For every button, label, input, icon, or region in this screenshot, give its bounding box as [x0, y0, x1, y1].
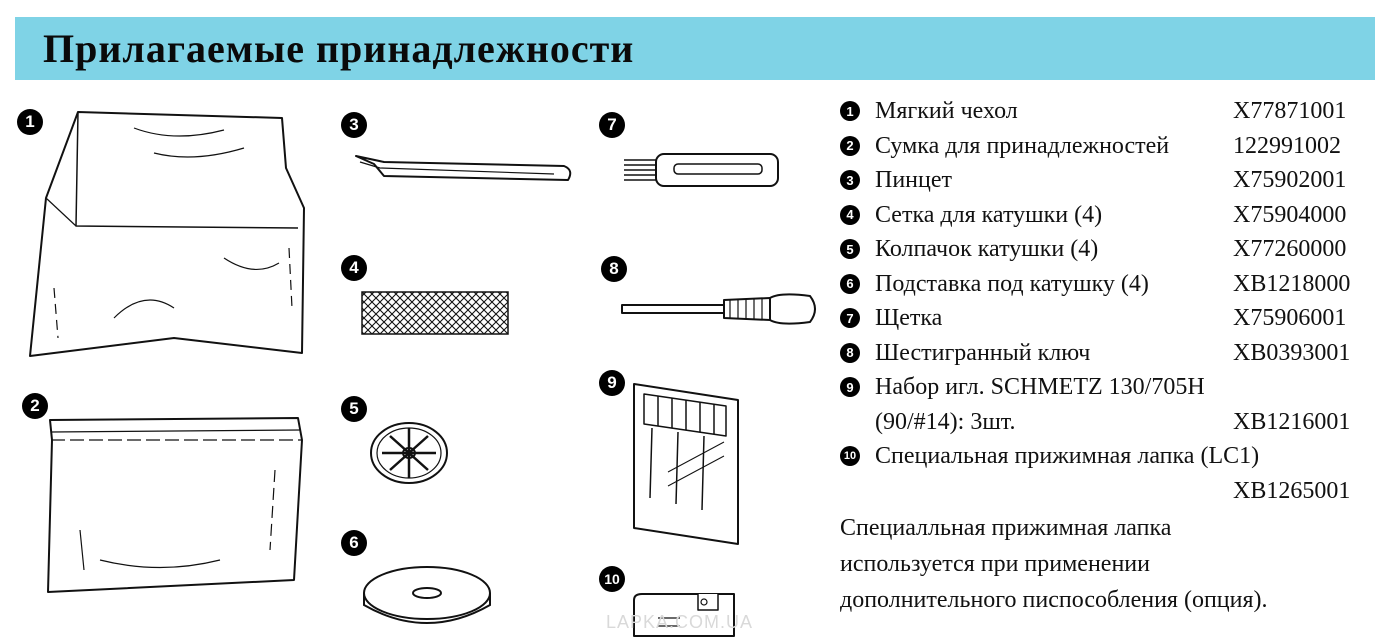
part-name: Колпачок катушки (4): [875, 236, 1099, 262]
part-code: XB1265001: [1233, 477, 1351, 504]
part-row: [840, 336, 1375, 371]
illustration-badge-1: 1: [17, 109, 43, 135]
part-code: XB1218000: [1233, 270, 1351, 297]
part-name: Щетка: [875, 305, 943, 331]
part-row-continuation: [840, 474, 1375, 509]
part-name: Сетка для катушки (4): [875, 201, 1103, 228]
part-name: Набор игл. SCHMETZ 130/705H: [875, 374, 1205, 400]
part-code: X75902001: [1233, 167, 1347, 193]
part-name: Сумка для принадлежностей: [875, 132, 1170, 159]
part-row-continuation: [840, 405, 1375, 440]
part-code: 122991002: [1233, 132, 1341, 159]
part-row: [840, 198, 1375, 233]
part-name: Подставка под катушку (4): [875, 270, 1149, 297]
part-number-badge: 8: [840, 343, 860, 363]
part-code: X75906001: [1233, 305, 1347, 331]
part-number-badge: 10: [840, 446, 860, 466]
part-name: (90/#14): 3шт.: [875, 408, 1016, 435]
part-name: Шестигранный ключ: [875, 339, 1091, 366]
part-row: [840, 129, 1375, 164]
part-number-badge: 9: [840, 377, 860, 397]
part-number-badge: 6: [840, 274, 860, 294]
needle-set-icon: [630, 382, 742, 546]
part-code: XB1216001: [1233, 408, 1351, 435]
part-name: Пинцет: [875, 167, 953, 193]
part-code: X77871001: [1233, 98, 1347, 124]
part-code: X75904000: [1233, 201, 1347, 228]
part-name: Специальная прижимная лапка (LC1): [875, 443, 1260, 469]
hex-key-icon: [620, 292, 822, 326]
note-line: используется при применении: [840, 551, 1150, 577]
part-row: [840, 301, 1375, 336]
tweezers-icon: [354, 150, 576, 186]
illustration-badge-2: 2: [22, 393, 48, 419]
illustration-badge-5: 5: [341, 396, 367, 422]
spool-stand-icon: [360, 563, 494, 633]
part-row: [840, 163, 1375, 198]
note-line: дополнительного писпособления (опция).: [840, 587, 1268, 613]
illustration-badge-3: 3: [341, 112, 367, 138]
illustration-badge-6: 6: [341, 530, 367, 556]
illustration-badge-4: 4: [341, 255, 367, 281]
page-title: Прилагаемые принадлежности: [43, 26, 635, 71]
part-row: [840, 267, 1375, 302]
part-row: [840, 439, 1375, 474]
illustration-badge-7: 7: [599, 112, 625, 138]
part-number-badge: 1: [840, 101, 860, 121]
spool-cap-icon: [368, 418, 450, 488]
title-banner: [15, 17, 1375, 80]
soft-cover-icon: [24, 108, 320, 362]
illustration-badge-10: 10: [599, 566, 625, 592]
accessory-bag-icon: [40, 410, 308, 600]
part-number-badge: 2: [840, 136, 860, 156]
parts-list: [840, 94, 1375, 508]
presser-foot-note: [840, 510, 1380, 618]
note-line: Специалльная прижимная лапка: [840, 515, 1172, 541]
part-number-badge: 7: [840, 308, 860, 328]
part-code: X77260000: [1233, 236, 1347, 262]
brush-icon: [622, 150, 782, 190]
spool-net-icon: [360, 290, 510, 336]
illustration-badge-9: 9: [599, 370, 625, 396]
part-number-badge: 3: [840, 170, 860, 190]
part-number-badge: 4: [840, 205, 860, 225]
illustration-badge-8: 8: [601, 256, 627, 282]
part-row: [840, 232, 1375, 267]
part-code: XB0393001: [1233, 339, 1351, 366]
watermark: LAPKA.COM.UA: [606, 612, 754, 632]
part-row: [840, 94, 1375, 129]
part-row: [840, 370, 1375, 405]
part-name: Мягкий чехол: [875, 98, 1018, 124]
part-number-badge: 5: [840, 239, 860, 259]
